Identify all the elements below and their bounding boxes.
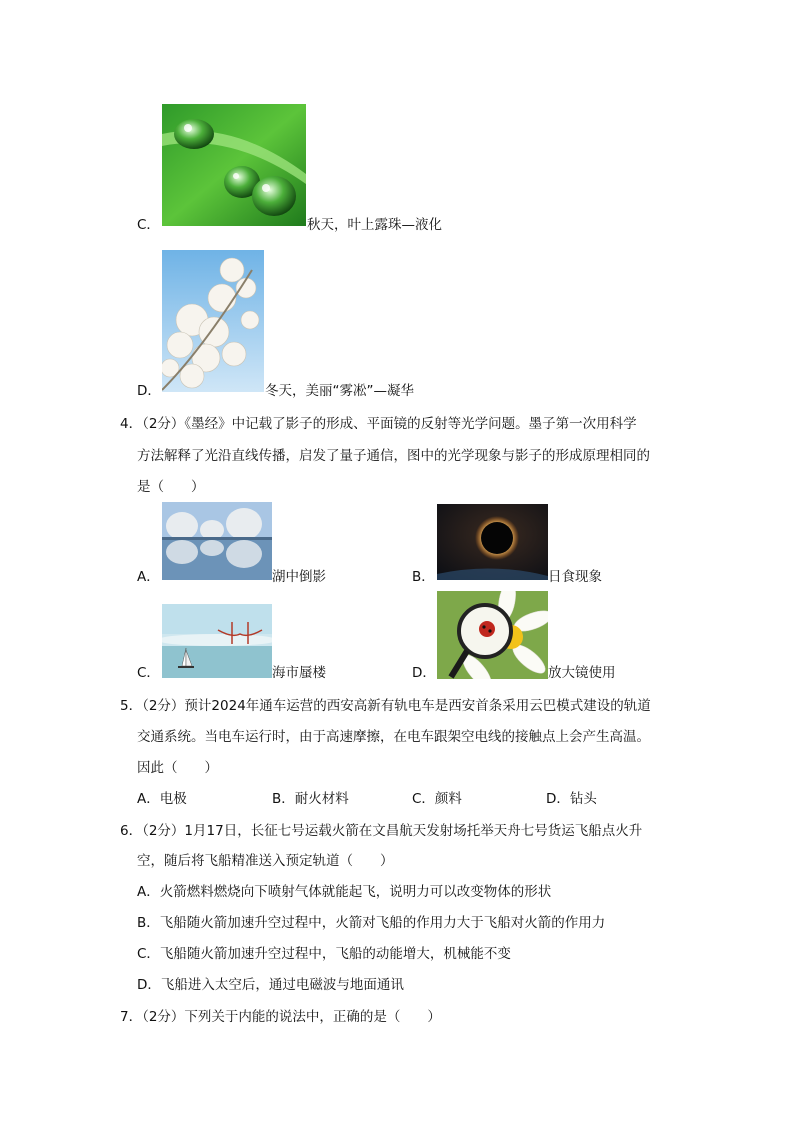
solar-eclipse-image (437, 504, 548, 580)
mirage-illustration (162, 604, 272, 678)
q5-option-b: B．耐火材料 (272, 791, 349, 807)
q4-stem-line-3: 是（ ） (137, 479, 205, 495)
q6-option-d: D．飞船进入太空后，通过电磁波与地面通讯 (137, 977, 404, 993)
q5-stem-line-1: 5．（2分）预计2024年通车运营的西安高新有轨电车是西安首条采用云巴模式建设的轨道 (120, 698, 651, 714)
q4-option-b-caption: 日食现象 (548, 569, 602, 585)
q4-option-c: C． (137, 665, 160, 681)
q4-option-b: B． (412, 569, 435, 585)
q6-stem-line-1: 6．（2分）1月17日，长征七号运载火箭在文昌航天发射场托举天舟七号货运飞船点火升 (120, 823, 643, 839)
magnifier-image (437, 591, 548, 679)
solar-eclipse-illustration (437, 504, 548, 580)
q4-option-d: D． (412, 665, 436, 681)
q7-stem-line-1: 7．（2分）下列关于内能的说法中，正确的是（ ） (120, 1009, 441, 1025)
q5-option-c: C．颜料 (412, 791, 462, 807)
q3-option-c-letter: C． (137, 217, 160, 233)
q5-stem-line-3: 因此（ ） (137, 760, 218, 776)
q5-stem-line-2: 交通系统。当电车运行时，由于高速摩擦，在电车跟架空电线的接触点上会产生高温。 (137, 729, 650, 745)
mirage-image (162, 604, 272, 678)
lake-reflection-image (162, 502, 272, 580)
lake-reflection-illustration (162, 502, 272, 580)
dew-drops-on-leaf-image (162, 104, 306, 226)
q3-option-d-caption: 冬天，美丽“雾凇”—凝华 (265, 383, 414, 399)
q6-option-c: C．飞船随火箭加速升空过程中，飞船的动能增大，机械能不变 (137, 946, 511, 962)
q3-option-d: D． (137, 383, 161, 399)
q6-stem-line-2: 空，随后将飞船精准送入预定轨道（ ） (137, 853, 394, 869)
q4-stem-line-1: 4．（2分）《墨经》中记载了影子的形成、平面镜的反射等光学问题。墨子第一次用科学 (120, 416, 637, 432)
magnifier-illustration (437, 591, 548, 679)
q4-stem-line-2: 方法解释了光沿直线传播，启发了量子通信，图中的光学现象与影子的形成原理相同的 (137, 448, 650, 464)
q6-option-b: B．飞船随火箭加速升空过程中，火箭对飞船的作用力大于飞船对火箭的作用力 (137, 915, 606, 931)
rime-frost-illustration (162, 250, 264, 392)
rime-frost-image (162, 250, 264, 392)
q5-option-a: A．电极 (137, 791, 187, 807)
q4-option-a: A． (137, 569, 160, 585)
q4-option-d-caption: 放大镜使用 (548, 665, 616, 681)
q3-option-c (137, 216, 160, 234)
q3-option-c-caption: 秋天，叶上露珠—液化 (307, 217, 442, 233)
q6-option-a: A．火箭燃料燃烧向下喷射气体就能起飞，说明力可以改变物体的形状 (137, 884, 552, 900)
dew-drops-illustration (162, 104, 306, 226)
q4-option-a-caption: 湖中倒影 (272, 569, 326, 585)
q4-option-c-caption: 海市蜃楼 (272, 665, 326, 681)
q5-option-d: D．钻头 (546, 791, 597, 807)
